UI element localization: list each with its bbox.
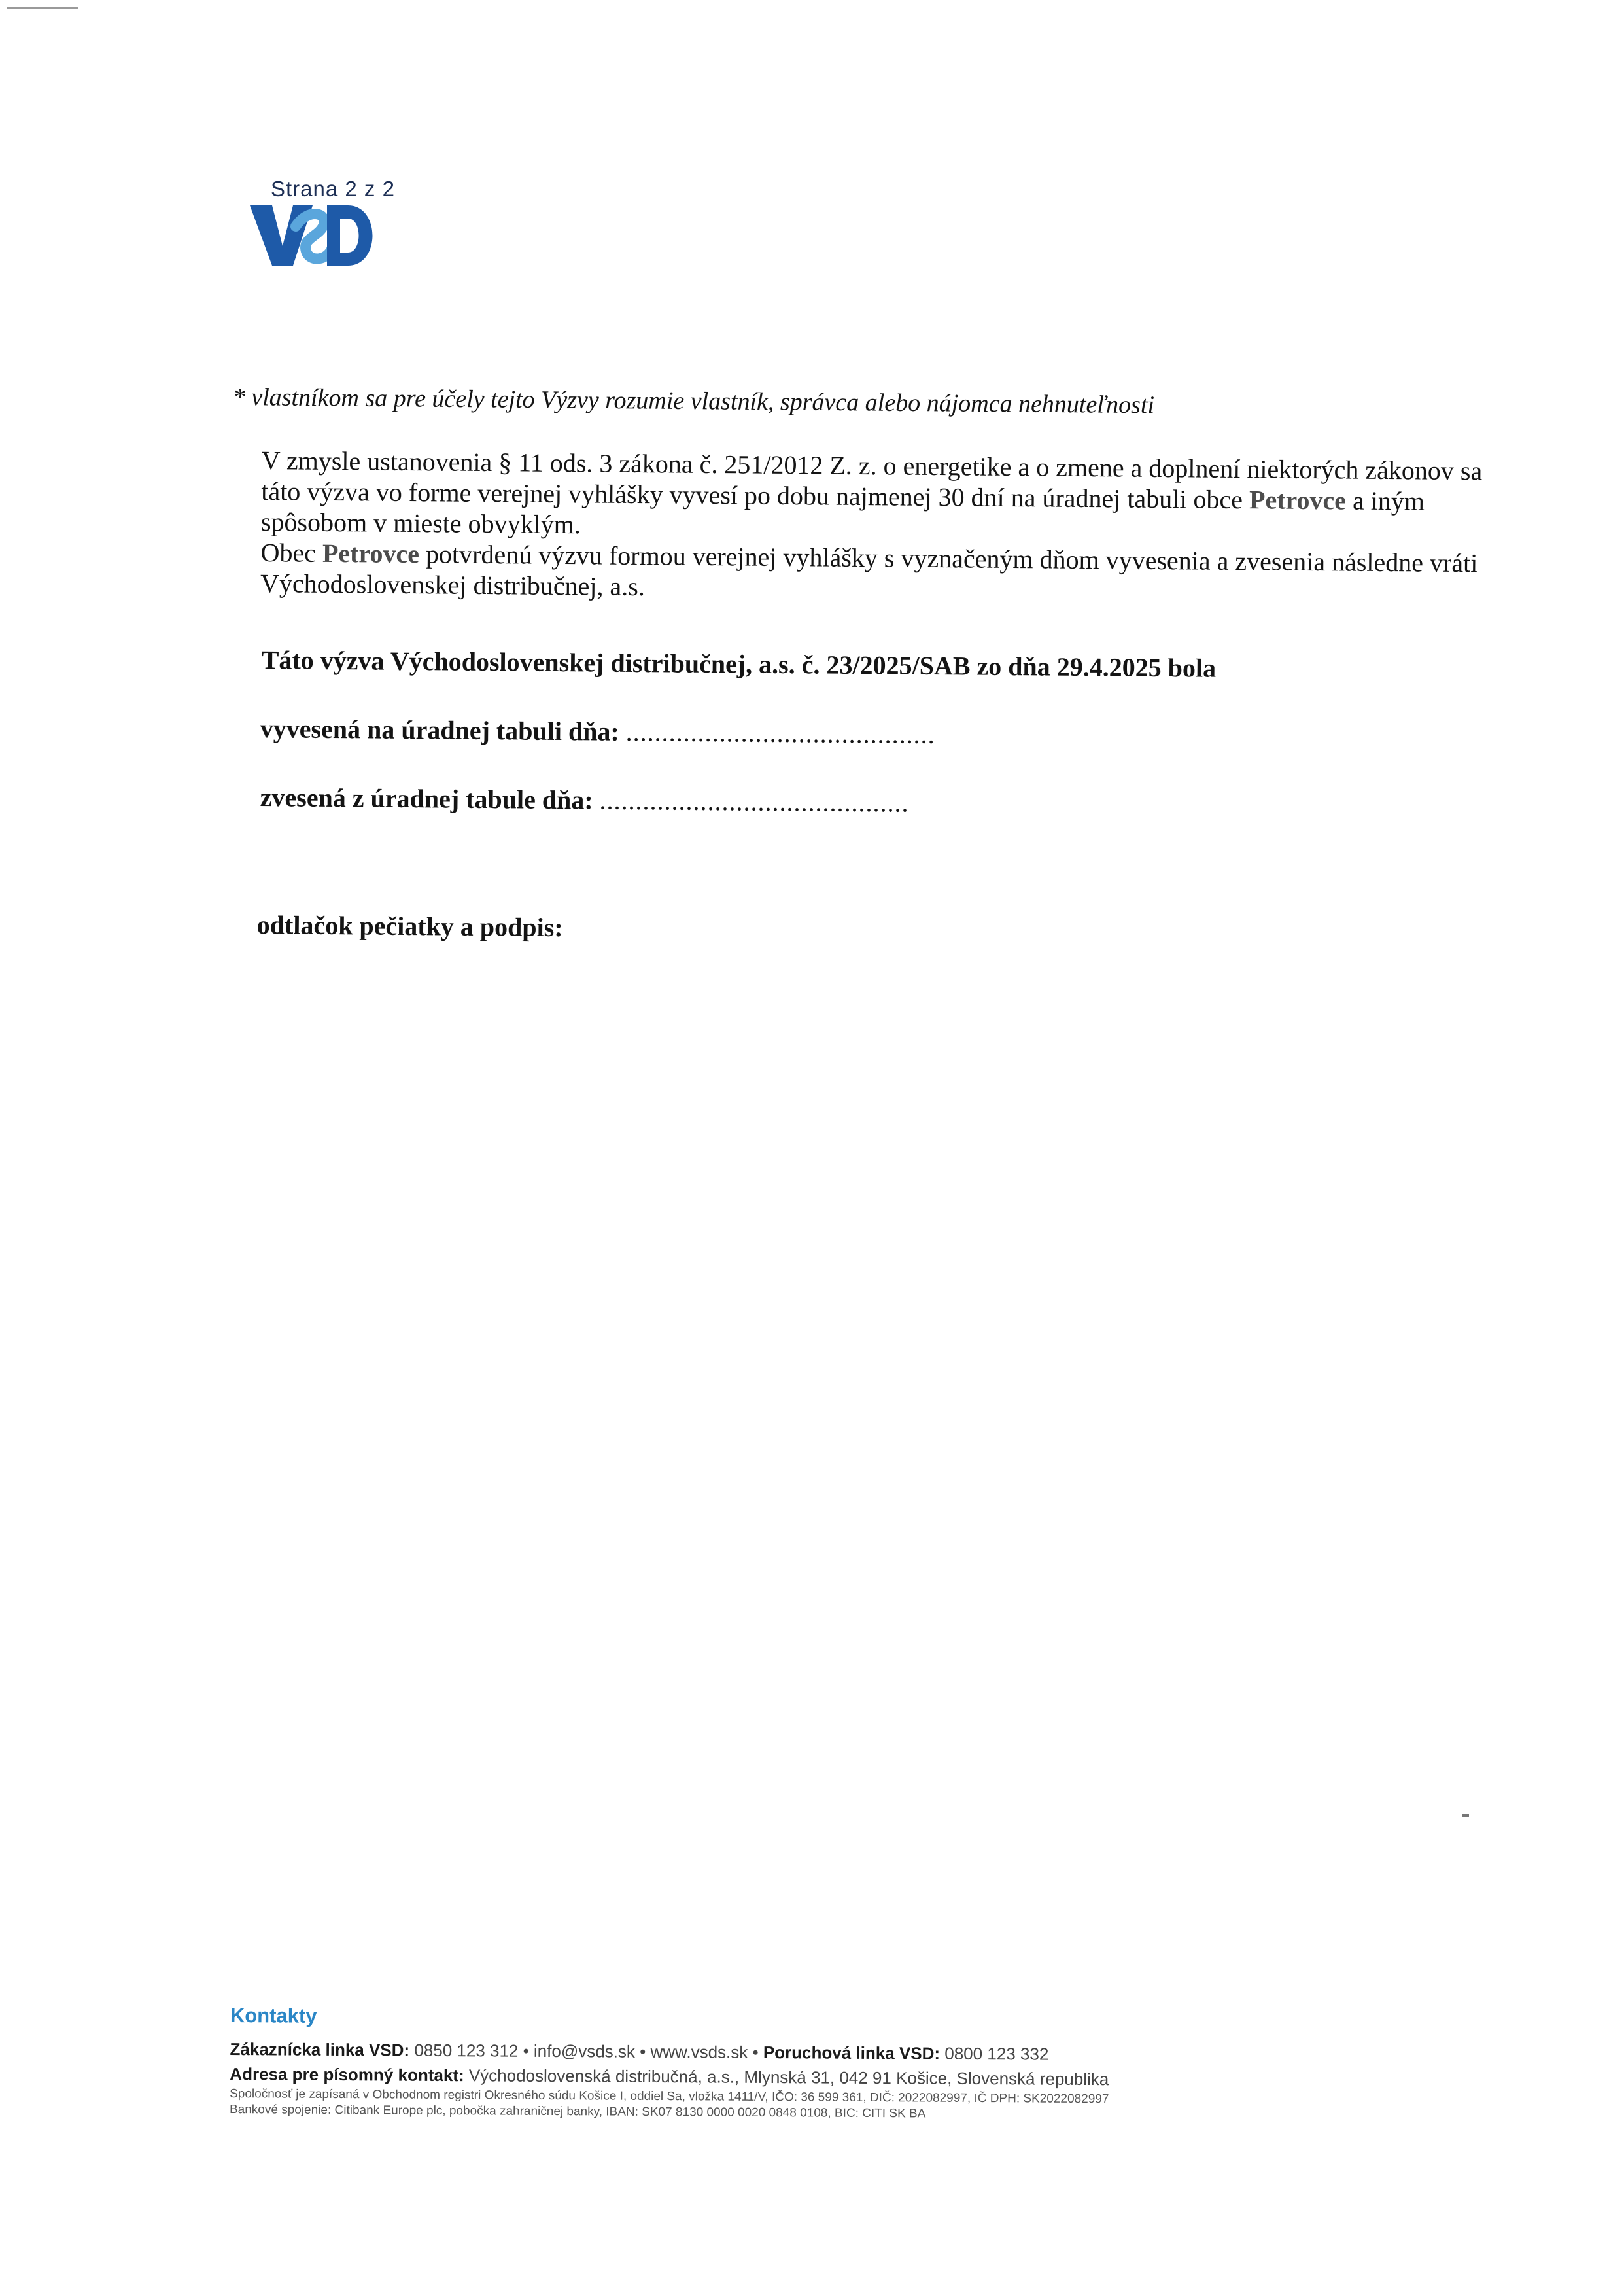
scan-artifact <box>1462 1814 1469 1817</box>
municipality-name: Petrovce <box>1249 485 1347 516</box>
footer-contacts <box>230 2004 1109 2123</box>
removed-date-label: zvesená z úradnej tabule dňa: <box>260 782 593 815</box>
vsd-logo <box>250 200 381 271</box>
removed-date-field <box>260 782 909 818</box>
body-text <box>260 445 1491 609</box>
footer-heading: Kontakty <box>230 2004 317 2027</box>
footnote: * vlastníkom sa pre účely tejto Výzvy rozumie vlastník, správca alebo nájomca nehnuteľnosti <box>232 383 1155 419</box>
posted-date-label: vyvesená na úradnej tabuli dňa: <box>260 714 619 746</box>
return-paragraph: Obec Petrovce potvrdenú výzvu formou verejnej vyhlášky s vyznačeným dňom vyvesenia a zvesenia následne vráti Východoslovenskej distribučnej, a.s. <box>260 537 1478 602</box>
posted-date-blank: ........................................... <box>625 716 935 750</box>
reference-line: Táto výzva Východoslovenskej distribučnej, a.s. č. 23/2025/SAB zo dňa 29.4.2025 bola <box>261 644 1217 683</box>
page-number: Strana 2 z 2 <box>271 177 395 201</box>
scan-artifact <box>7 7 78 9</box>
registration-info: Spoločnosť je zapísaná v Obchodnom registri Okresného súdu Košice I, oddiel Sa, vložka 1411/V, IČO: 36 599 361, DIČ: 2022082997, IČ DPH: SK2022082997 <box>230 2086 1109 2107</box>
removed-date-blank: ........................................... <box>599 785 909 818</box>
contact-address-line: Adresa pre písomný kontakt: Východoslovenská distribučná, a.s., Mlynská 31, 042 91 Košice, Slovenská republika <box>230 2063 1109 2090</box>
municipality-name: Petrovce <box>322 538 420 569</box>
contact-phone-line: Zákaznícka linka VSD: 0850 123 312 • info@vsds.sk • www.vsds.sk • Poruchová linka VSD: 0800 123 332 <box>230 2039 1049 2064</box>
legal-paragraph: V zmysle ustanovenia § 11 ods. 3 zákona č. 251/2012 Z. z. o energetike a o zmene a doplnení niektorých zákonov sa táto výzva vo forme verejnej vyhlášky vyvesí po dobu najmenej 30 dní na úradnej tabuli obce Petrovce a iným spôsobom v mieste obvyklým. <box>260 445 1483 540</box>
bank-info: Bankové spojenie: Citibank Europe plc, pobočka zahraničnej banky, IBAN: SK07 8130 0000 0020 0848 0108, BIC: CITI SK BA <box>229 2102 926 2121</box>
posted-date-field <box>260 713 935 750</box>
stamp-signature-label: odtlačok pečiatky a podpis: <box>256 910 563 943</box>
